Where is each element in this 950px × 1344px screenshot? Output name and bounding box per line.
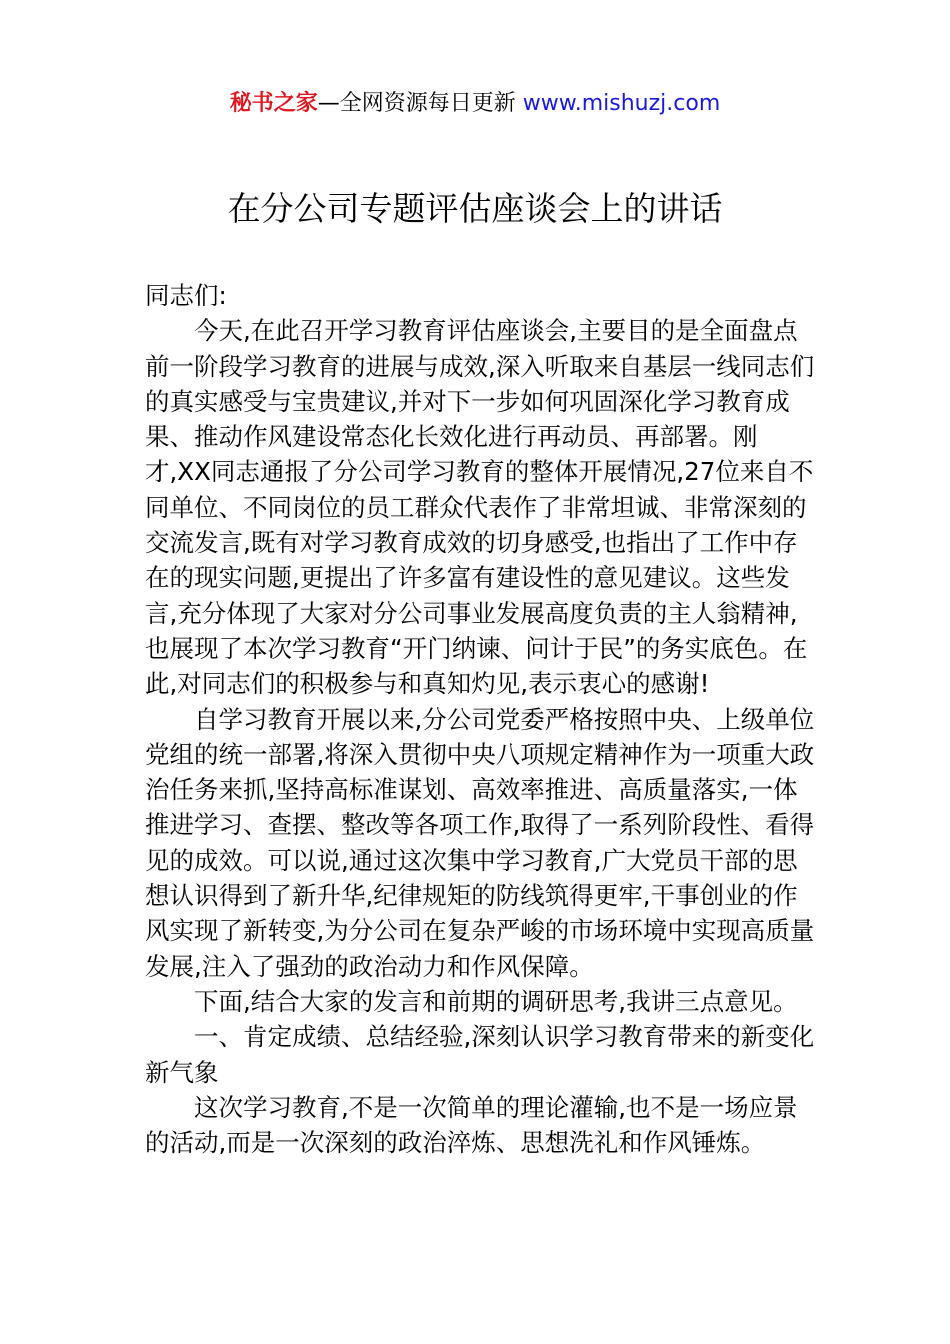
site-tagline: —全网资源每日更新	[317, 91, 516, 116]
document-body	[145, 278, 815, 1160]
section-heading: 一、肯定成绩、总结经验,深刻认识学习教育带来的新变化新气象	[145, 1022, 815, 1087]
document-title: 在分公司专题评估座谈会上的讲话	[227, 189, 723, 228]
paragraph: 今天,在此召开学习教育评估座谈会,主要目的是全面盘点前一阶段学习教育的进展与成效,深入听取来自基层一线同志们的真实感受与宝贵建议,并对下一步如何巩固深化学习教育成果、推动作风建设常态化长效化进行再动员、再部署。刚才,XX同志通报了分公司学习教育的整体开展情况,27位来自不同单位、不同岗位的员工群众代表作了非常坦诚、非常深刻的交流发言,既有对学习教育成效的切身感受,也指出了工作中存在的现实问题,更提出了许多富有建设性的意见建议。这些发言,充分体现了大家对分公司事业发展高度负责的主人翁精神,也展现了本次学习教育“开门纳谏、问计于民”的务实底色。在此,对同志们的积极参与和真知灼见,表示衷心的感谢!	[145, 316, 815, 699]
salutation: 同志们:	[145, 281, 227, 310]
paragraph: 下面,结合大家的发言和前期的调研思考,我讲三点意见。	[194, 986, 798, 1016]
paragraph: 自学习教育开展以来,分公司党委严格按照中央、上级单位党组的统一部署,将深入贯彻中央八项规定精神作为一项重大政治任务来抓,坚持高标准谋划、高效率推进、高质量落实,一体推进学习、查摆、整改等各项工作,取得了一系列阶段性、看得见的成效。可以说,通过这次集中学习教育,广大党员干部的思想认识得到了新升华,纪律规矩的防线筑得更牢,干事创业的作风实现了新转变,为分公司在复杂严峻的市场环境中实现高质量发展,注入了强劲的政治动力和作风保障。	[145, 704, 815, 981]
site-url-link[interactable]: www.mishuzj.com	[522, 91, 721, 116]
site-brand: 秘书之家	[229, 91, 318, 116]
site-header	[0, 88, 950, 120]
paragraph: 这次学习教育,不是一次简单的理论灌输,也不是一场应景的活动,而是一次深刻的政治淬炼、思想洗礼和作风锤炼。	[145, 1092, 798, 1158]
